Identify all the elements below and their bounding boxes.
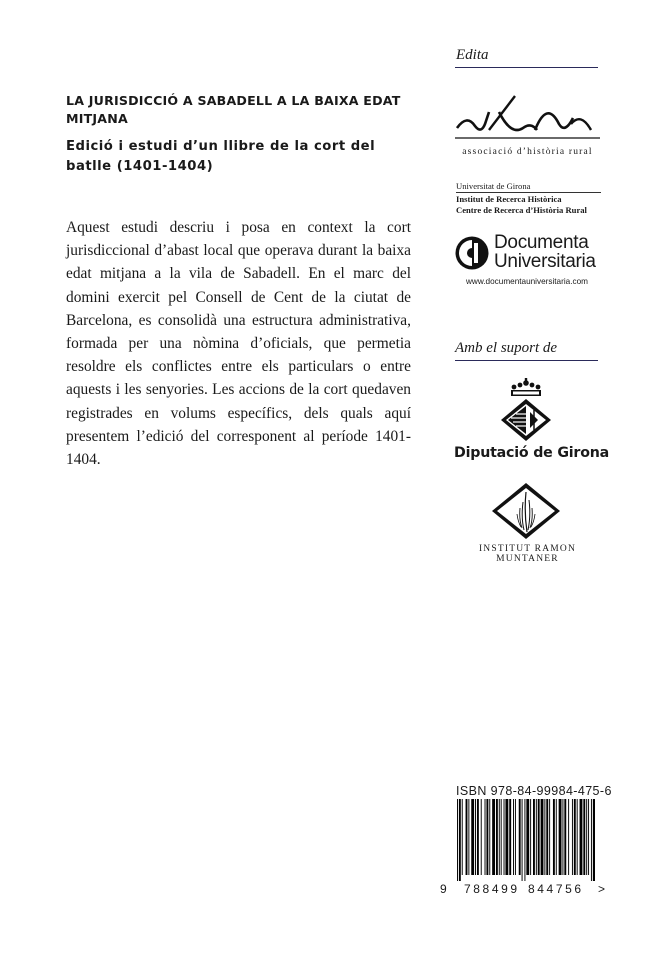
- barcode-bar: [475, 799, 476, 875]
- barcode-bar: [556, 799, 557, 875]
- documenta-line2: Universitaria: [494, 251, 596, 272]
- barcode-bar: [477, 799, 479, 875]
- udg-university: Universitat de Girona: [456, 181, 531, 191]
- book-subtitle: Edició i estudi d’un llibre de la cort del batlle (1401-1404): [66, 139, 376, 174]
- barcode-bar: [562, 799, 563, 875]
- barcode-bar: [583, 799, 585, 875]
- barcode-bar: [468, 799, 469, 875]
- barcode-bar: [564, 799, 566, 875]
- barcode-bar: [509, 799, 511, 875]
- barcode-bar: [526, 799, 529, 875]
- barcode-bar: [577, 799, 578, 875]
- barcode-bar: [462, 799, 463, 875]
- udg-divider: [456, 192, 601, 193]
- barcode-bar: [586, 799, 587, 875]
- diputacio-girona-label: Diputació de Girona: [454, 445, 610, 461]
- book-abstract: Aquest estudi descriu i posa en context la cort jurisdiccional d’abast local que operava durant la baixa edat mitjana a la vila de Sabadell. En el marc del domini exercit pel Consell de Cent de la ciutat de Barcelona, es consolidà una estructura administrativa, formada per una nòmina d’oficials, que permetia resoldre els conflictes entre els particulars o entre aquests i les senyories. Les accions de la cort quedaven registrades en volums específics, dels quals aquí presentem l’edició del corresponent al període 1401-1404.: [66, 219, 411, 469]
- barcode-bar: [524, 799, 525, 881]
- barcode-bar: [457, 799, 458, 881]
- documenta-line1: Documenta: [494, 232, 589, 253]
- barcode-bar: [572, 799, 573, 875]
- support-label: Amb el suport de: [455, 340, 558, 356]
- barcode-bar: [485, 799, 486, 875]
- barcode-bar: [496, 799, 498, 875]
- isbn-label: ISBN 978-84-99984-475-6: [456, 784, 612, 798]
- barcode-bar: [553, 799, 555, 875]
- udg-centre: Centre de Recerca d’Història Rural: [456, 204, 587, 215]
- barcode-bar: [533, 799, 535, 875]
- barcode-bar: [513, 799, 514, 875]
- barcode-digit-end: >: [598, 882, 606, 896]
- barcode-bar: [544, 799, 545, 875]
- ahr-logo-icon: [455, 90, 600, 152]
- barcode-bar: [466, 799, 468, 875]
- barcode-bar: [459, 799, 461, 881]
- udg-institute: Institut de Recerca Històrica: [456, 194, 562, 205]
- irm-label: INSTITUT RAMON MUNTANER: [478, 544, 577, 564]
- barcode-bar: [501, 799, 502, 875]
- barcode-digit-group-1: 788499: [464, 882, 520, 896]
- documenta-url: www.documentauniversitaria.com: [466, 277, 588, 286]
- support-divider: [455, 360, 598, 361]
- ahr-caption: associació d’història rural: [462, 147, 593, 157]
- barcode-bar: [519, 799, 521, 875]
- publisher-label: Edita: [456, 47, 489, 63]
- barcode-bar: [499, 799, 500, 875]
- barcode-bar: [489, 799, 490, 875]
- barcode-bar: [481, 799, 482, 875]
- barcode-bar: [559, 799, 562, 875]
- crown-icon: [508, 378, 544, 398]
- barcode-bar: [546, 799, 548, 875]
- publisher-divider: [455, 67, 598, 68]
- barcode-bar: [549, 799, 550, 875]
- documenta-icon: [455, 236, 489, 270]
- barcode-digit-group-2: 844756: [528, 882, 584, 896]
- barcode-bar: [471, 799, 474, 875]
- barcode-bar: [593, 799, 595, 881]
- barcode-bar: [522, 799, 523, 881]
- irm-logo-icon: [491, 482, 561, 540]
- barcode-bar: [505, 799, 508, 875]
- coat-of-arms-icon: [500, 398, 552, 442]
- barcode-digit-lead: 9: [440, 882, 447, 896]
- barcode-bar: [568, 799, 569, 875]
- barcode-bar: [492, 799, 495, 875]
- udg-affiliation: [456, 181, 601, 215]
- barcode-bar: [530, 799, 531, 875]
- barcode-bar: [504, 799, 505, 875]
- barcode-bar: [580, 799, 583, 875]
- documenta-name: [494, 233, 596, 271]
- barcode-bar: [515, 799, 516, 875]
- book-title: LA JURISDICCIÓ A SABADELL A LA BAIXA EDAT MITJANA: [66, 93, 401, 126]
- barcode-bar: [538, 799, 540, 875]
- barcode-bar: [588, 799, 589, 875]
- barcode-bar: [574, 799, 576, 875]
- barcode-bar: [486, 799, 488, 875]
- barcode-bar: [536, 799, 537, 875]
- barcode-bar: [591, 799, 592, 881]
- barcode-bar: [541, 799, 544, 875]
- barcode-icon: [455, 799, 595, 881]
